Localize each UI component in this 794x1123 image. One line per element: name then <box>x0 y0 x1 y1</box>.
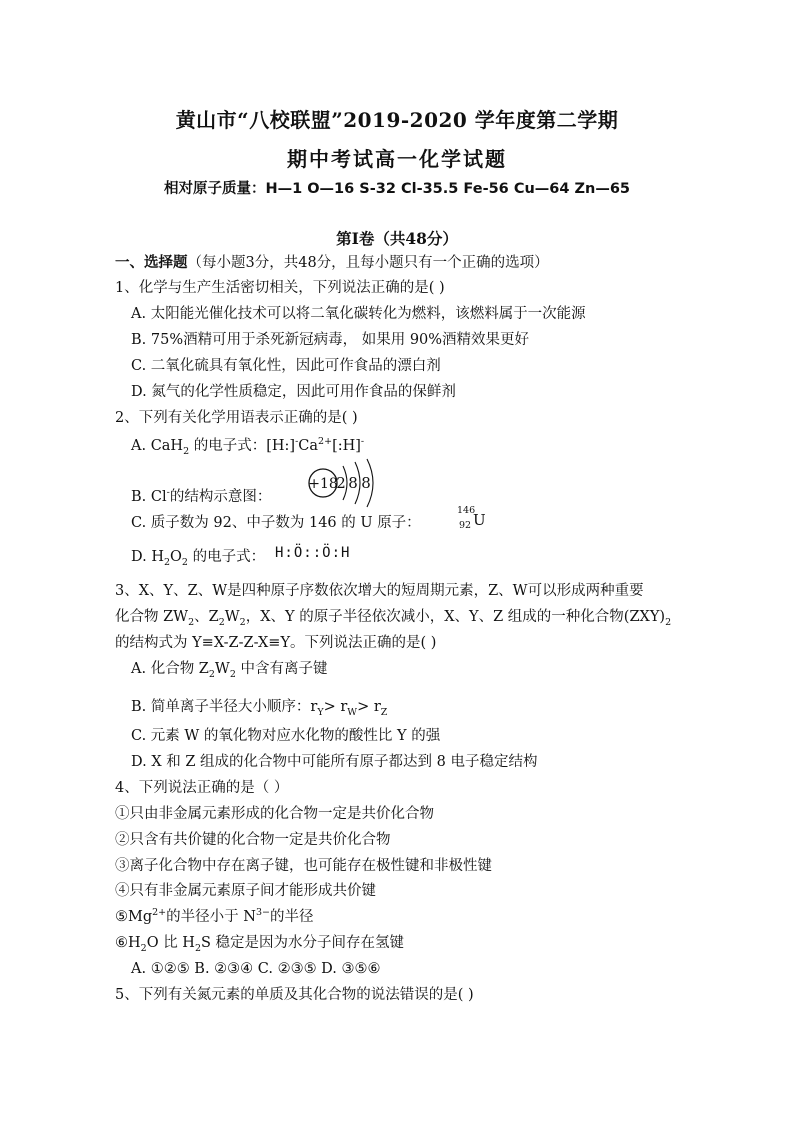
part-heading: 第Ⅰ卷（共48分） <box>336 229 458 248</box>
atomic-masses: 相对原子质量：H—1 O—16 S-32 Cl-35.5 Fe-56 Cu—64 Zn—65 <box>163 181 631 197</box>
q3-a-c: 中含有离子键 <box>235 661 328 677</box>
q3-option-b <box>131 697 387 717</box>
chlorine-ion-structure-diagram <box>305 456 385 508</box>
h2o2-electron-formula: H:Ö::Ö:H <box>275 545 351 561</box>
q2-a-sup3: - <box>360 436 365 448</box>
q2-b-sup: - <box>166 487 170 499</box>
q4-s6-c: S 稳定是因为水分子间存在氢键 <box>201 935 405 951</box>
q3-b-a: B. 简单离子半径大小顺序：r <box>131 699 318 715</box>
q4-s6-sub2: 2 <box>194 942 202 954</box>
q4-s5-b: 的半径小于 N <box>166 909 256 925</box>
q2-option-a <box>131 436 364 456</box>
q4-statement-5 <box>115 907 313 927</box>
q2-option-d <box>131 547 265 567</box>
exam-title-line2: 期中考试高一化学试题 <box>287 147 507 171</box>
shell-3-count: 8 <box>361 474 371 492</box>
q3-l2-c: W <box>224 609 240 625</box>
section-heading <box>115 253 549 273</box>
q2-stem: 2、下列有关化学用语表示正确的是( ) <box>115 410 358 426</box>
q3-l2-d: ，X、Y 的原子半径依次减小，X、Y、Z 组成的一种化合物(ZXY) <box>245 609 666 625</box>
nuclide-symbol: U <box>473 511 486 529</box>
q4-s5-a: ⑤Mg <box>115 909 153 925</box>
q3-option-d: D. X 和 Z 组成的化合物中可能所有原子都达到 8 电子稳定结构 <box>131 754 538 770</box>
q3-option-a <box>131 659 327 679</box>
q2-d-text: 的电子式： <box>187 549 266 565</box>
uranium-nuclide-notation <box>455 506 495 536</box>
q3-line2 <box>115 607 671 627</box>
q3-a-sub2: 2 <box>229 668 236 680</box>
q2-a-mid: 的电子式：[H:] <box>189 438 296 454</box>
q4-s6-a: ⑥H <box>115 935 141 951</box>
q3-l2-b: 、Z <box>194 609 219 625</box>
q5-stem: 5、下列有关氮元素的单质及其化合物的说法错误的是( ) <box>115 987 474 1003</box>
q3-b-c: > r <box>357 699 381 715</box>
q4-statement-4: ④只有非金属元素原子间才能形成共价键 <box>115 883 376 899</box>
q4-options: A. ①②⑤ B. ②③④ C. ②③⑤ D. ③⑤⑥ <box>131 961 381 977</box>
q2-a-ca: Ca <box>298 438 319 454</box>
section-label: 一、选择题 <box>115 254 188 271</box>
q4-statement-2: ②只含有共价键的化合物一定是共价化合物 <box>115 832 391 848</box>
q2-d-prefix: D. H <box>131 549 164 565</box>
q3-b-sub2: W <box>347 706 358 718</box>
q2-d-sub2: 2 <box>181 556 188 568</box>
q2-a-sub: 2 <box>183 445 190 457</box>
q4-statement-3: ③离子化合物中存在离子键，也可能存在极性键和非极性键 <box>115 858 492 874</box>
q2-d-o: O <box>170 549 182 565</box>
q4-statement-1: ①只由非金属元素形成的化合物一定是共价化合物 <box>115 806 434 822</box>
exam-title-line1: 黄山市“八校联盟”2019-2020 学年度第二学期 <box>175 108 619 132</box>
shell-1-count: 2 <box>336 474 346 492</box>
shell-2-count: 8 <box>348 474 358 492</box>
q3-line1: 3、X、Y、Z、W是四种原子序数依次增大的短周期元素，Z、W可以形成两种重要 <box>115 583 644 599</box>
q3-b-b: > r <box>323 699 348 715</box>
q3-b-sub3: Z <box>380 706 388 718</box>
nuclide-atomic-number: 92 <box>459 520 472 531</box>
q1-stem: 1、化学与生产生活密切相关，下列说法正确的是( ) <box>115 280 445 296</box>
q4-statement-6 <box>115 933 404 953</box>
q3-l2-a: 化合物 ZW <box>115 609 189 625</box>
q1-option-c: C. 二氧化硫具有氧化性，因此可作食品的漂白剂 <box>131 358 441 374</box>
q3-b-sub1: Y <box>317 706 324 718</box>
q4-s5-sup1: 2+ <box>152 907 167 919</box>
q1-option-a: A. 太阳能光催化技术可以将二氧化碳转化为燃料，该燃料属于一次能源 <box>131 306 586 322</box>
q3-option-c: C. 元素 W 的氧化物对应水化物的酸性比 Y 的强 <box>131 728 441 744</box>
q3-l2-sub1: 2 <box>188 616 195 628</box>
section-note: （每小题3分，共48分，且每小题只有一个正确的选项） <box>187 255 549 271</box>
q3-l2-sub3: 2 <box>239 616 246 628</box>
q2-b-label: B. Cl <box>131 489 167 505</box>
q2-a-prefix: A. CaH <box>131 438 184 454</box>
q3-line3: 的结构式为 Y≡X-Z-Z-X≡Y。下列说法正确的是( ) <box>115 635 437 651</box>
q2-d-sub1: 2 <box>163 556 171 568</box>
q4-stem: 4、下列说法正确的是（ ） <box>115 780 289 796</box>
q4-s6-b: O 比 H <box>146 935 195 951</box>
q2-a-end: [:H] <box>332 438 361 454</box>
q2-option-b <box>131 487 271 507</box>
q4-s5-sup2: 3− <box>255 907 270 919</box>
q2-a-sup2: 2+ <box>318 436 333 448</box>
q4-s6-sub: 2 <box>140 942 147 954</box>
q3-a-sub1: 2 <box>208 668 215 680</box>
q3-l2-sub2: 2 <box>218 616 225 628</box>
nucleus-charge: +18 <box>308 476 338 492</box>
nuclide-mass-number: 146 <box>457 505 476 516</box>
q3-a-b: W <box>214 661 230 677</box>
q3-l2-sub4: 2 <box>665 616 672 628</box>
q1-option-d: D. 氮气的化学性质稳定，因此可用作食品的保鲜剂 <box>131 384 456 400</box>
q1-option-b: B. 75%酒精可用于杀死新冠病毒， 如果用 90%酒精效果更好 <box>131 332 530 348</box>
q2-b-text: 的结构示意图： <box>169 489 272 505</box>
q2-a-sup1: - <box>295 436 299 448</box>
q4-s5-c: 的半径 <box>269 909 314 925</box>
q3-a-a: A. 化合物 Z <box>131 661 209 677</box>
q2-option-c: C. 质子数为 92、中子数为 146 的 U 原子： <box>131 515 421 531</box>
